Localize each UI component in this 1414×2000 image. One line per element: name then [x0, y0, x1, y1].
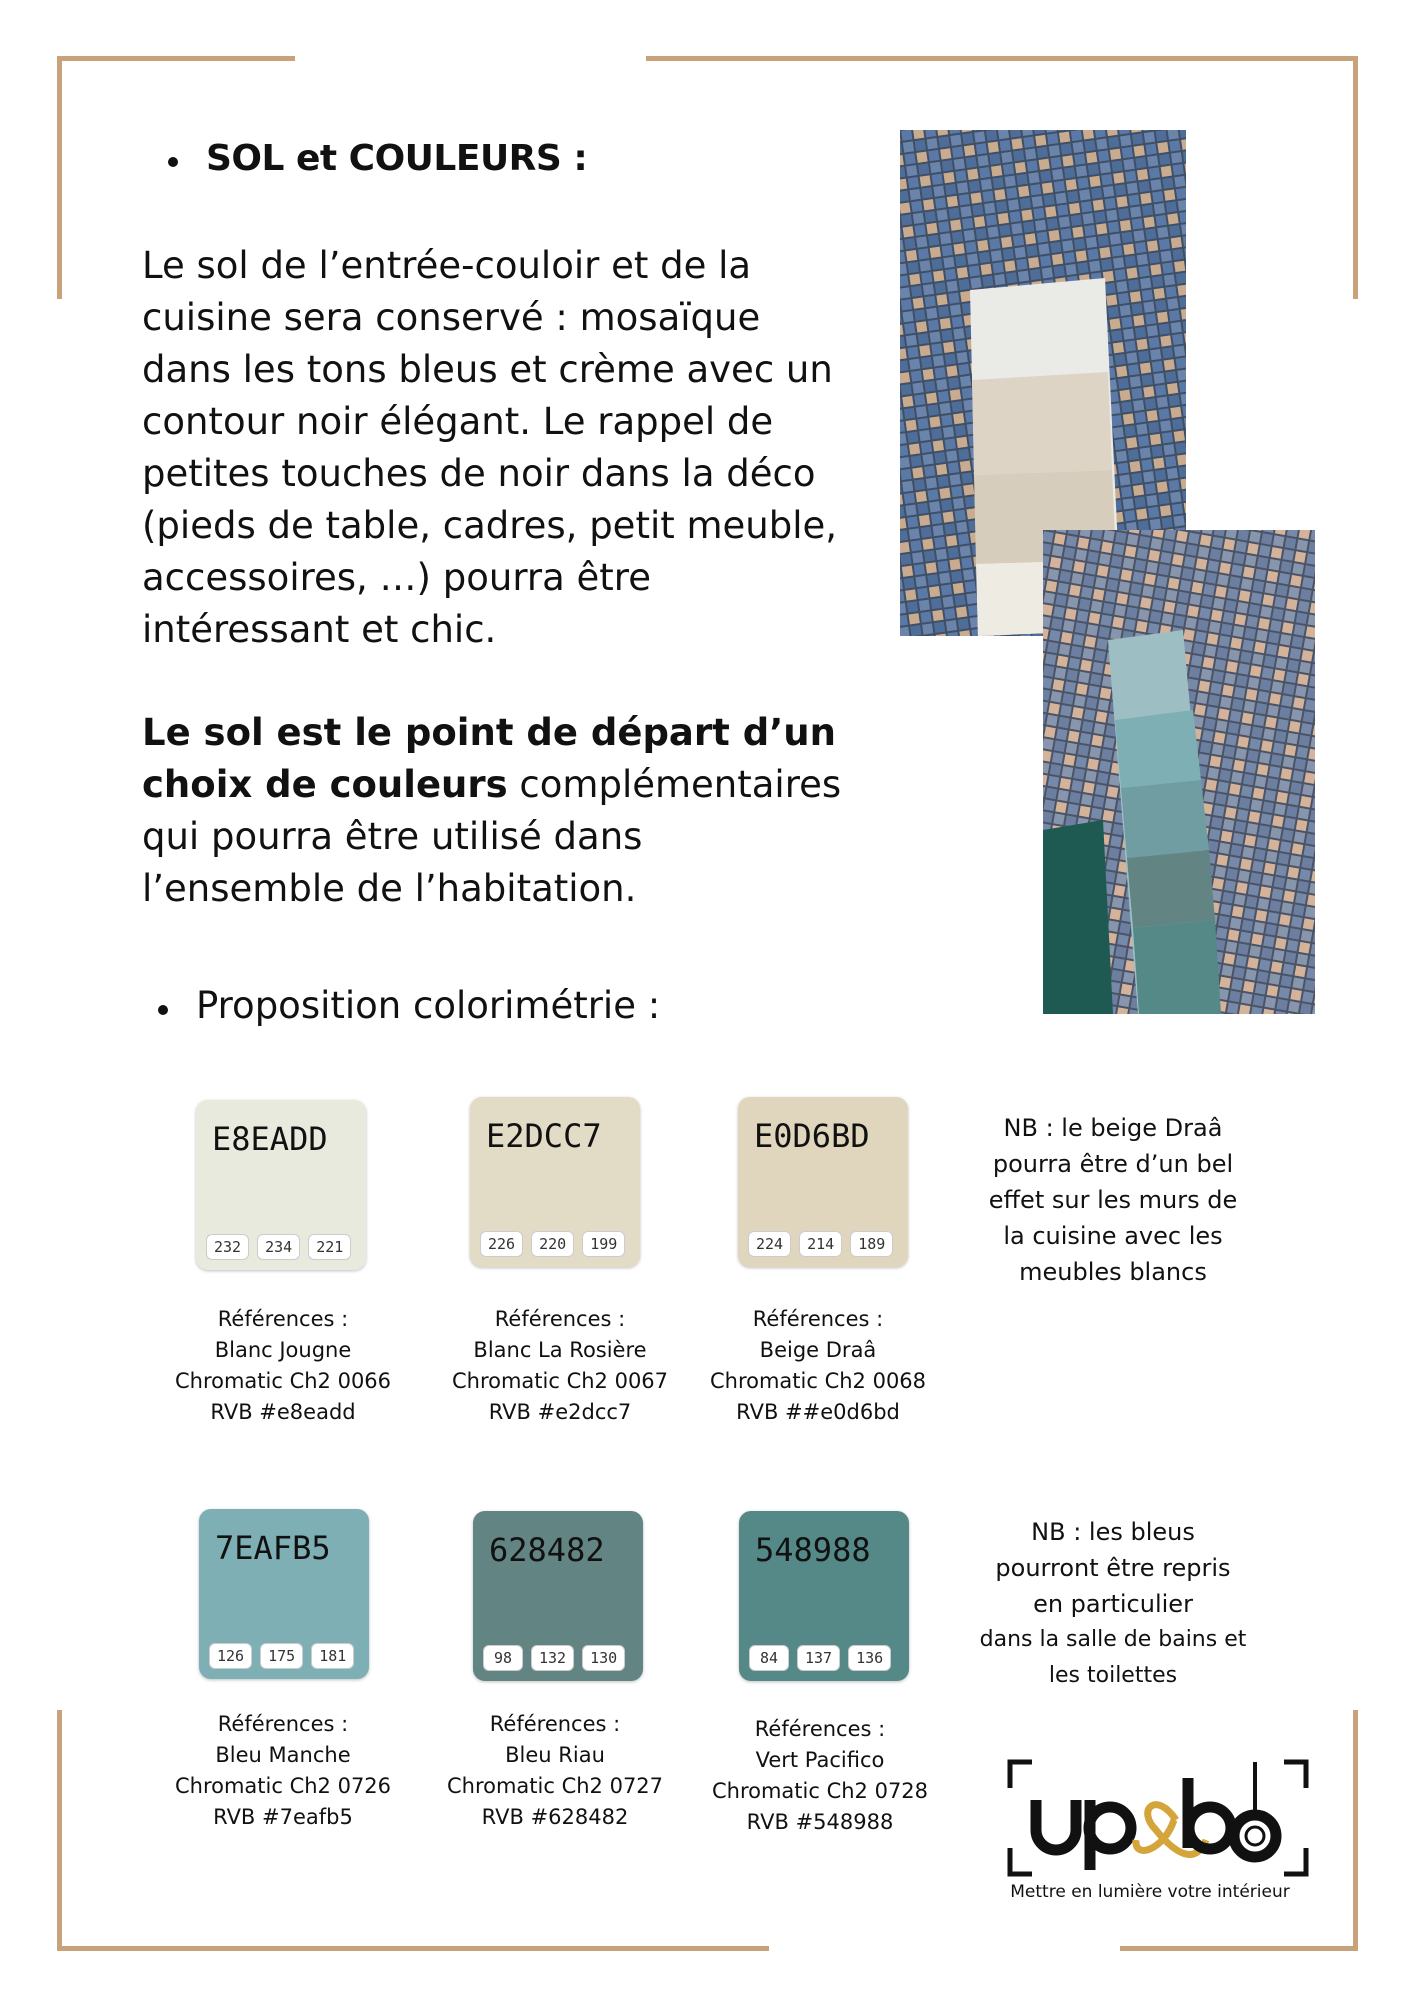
- bold-text: choix de couleurs: [142, 763, 508, 806]
- hex-code: 7EAFB5: [215, 1529, 331, 1567]
- note-line: les toilettes: [1048, 1663, 1178, 1688]
- ref-name: Blanc Jougne: [214, 1338, 352, 1362]
- text-span: complémentaires: [507, 763, 842, 806]
- ref-name: Vert Pacifico: [755, 1748, 885, 1772]
- note-beige: [948, 1110, 1278, 1290]
- rgb-red: 226: [480, 1231, 523, 1257]
- color-reference: [688, 1304, 948, 1428]
- ref-code: Chromatic Ch2 0068: [709, 1369, 927, 1393]
- frame-top-left: [57, 56, 295, 61]
- ref-label: Références :: [754, 1717, 886, 1741]
- color-reference: [153, 1304, 413, 1428]
- ref-rvb: RVB #548988: [746, 1810, 894, 1834]
- note-line: pourront être repris: [995, 1554, 1231, 1582]
- note-line: en particulier: [1033, 1590, 1193, 1618]
- hex-code: 628482: [489, 1531, 605, 1569]
- rgb-blue: 189: [850, 1231, 893, 1257]
- frame-bottom-left: [57, 1946, 769, 1951]
- rgb-red: 232: [206, 1234, 249, 1260]
- frame-top-right: [646, 56, 1358, 61]
- ref-name: Bleu Riau: [505, 1743, 605, 1767]
- text-line: contour noir élégant. Le rappel de: [142, 400, 774, 443]
- paragraph-floor: [142, 240, 882, 656]
- ref-label: Références :: [752, 1307, 884, 1331]
- rgb-blue: 221: [308, 1234, 351, 1260]
- note-line: pourra être d’un bel: [992, 1150, 1234, 1178]
- ref-code: Chromatic Ch2 0727: [446, 1774, 664, 1798]
- ref-rvb: RVB #e2dcc7: [488, 1400, 632, 1424]
- rgb-green: 220: [531, 1231, 574, 1257]
- text-line: accessoires, …) pourra être: [142, 556, 651, 599]
- note-line: effet sur les murs de: [988, 1186, 1238, 1214]
- color-swatch: [473, 1511, 643, 1681]
- proposition-title: Proposition colorimétrie :: [196, 984, 661, 1027]
- note-line: NB : le beige Draâ: [1003, 1114, 1223, 1142]
- ref-label: Références :: [494, 1307, 626, 1331]
- rgb-green: 234: [257, 1234, 300, 1260]
- note-line: dans la salle de bains et: [979, 1627, 1247, 1652]
- brand-tagline: Mettre en lumière votre intérieur: [1010, 1882, 1290, 1902]
- rgb-green: 175: [260, 1643, 303, 1669]
- rgb-blue: 199: [582, 1231, 625, 1257]
- frame-right-bottom: [1353, 1710, 1358, 1951]
- note-line: meubles blancs: [1019, 1258, 1207, 1286]
- text-line: qui pourra être utilisé dans: [142, 815, 643, 858]
- ref-rvb: RVB #e8eadd: [210, 1400, 356, 1424]
- color-reference: [425, 1709, 685, 1833]
- rgb-red: 98: [483, 1645, 523, 1671]
- note-line: NB : les bleus: [1031, 1518, 1195, 1546]
- color-reference: [153, 1709, 413, 1833]
- bullet-icon: [168, 157, 178, 167]
- ref-label: Références :: [489, 1712, 621, 1736]
- frame-left-top: [57, 56, 62, 299]
- hex-code: 548988: [755, 1531, 871, 1569]
- frame-right-top: [1353, 56, 1358, 299]
- hex-code: E8EADD: [212, 1120, 328, 1158]
- ref-code: Chromatic Ch2 0728: [711, 1779, 929, 1803]
- rgb-blue: 181: [311, 1643, 354, 1669]
- color-swatch: [199, 1509, 369, 1679]
- ref-name: Blanc La Rosière: [473, 1338, 647, 1362]
- rgb-green: 132: [531, 1645, 574, 1671]
- bold-text: Le sol est le point de départ d’un: [142, 711, 836, 754]
- rgb-red: 224: [748, 1231, 791, 1257]
- color-reference: [430, 1304, 690, 1428]
- text-line: l’ensemble de l’habitation.: [142, 867, 637, 910]
- bullet-icon: [158, 1005, 168, 1015]
- rgb-blue: 130: [582, 1645, 625, 1671]
- text-line: dans les tons bleus et crème avec un: [142, 348, 833, 391]
- rgb-green: 214: [799, 1231, 842, 1257]
- frame-left-bottom: [57, 1710, 62, 1951]
- ref-label: Références :: [217, 1307, 349, 1331]
- text-line: petites touches de noir dans la déco: [142, 452, 816, 495]
- text-line: intéressant et chic.: [142, 608, 497, 651]
- text-line: Le sol de l’entrée-couloir et de la: [142, 244, 752, 287]
- frame-bottom-right: [1120, 1946, 1358, 1951]
- ref-code: Chromatic Ch2 0726: [174, 1774, 392, 1798]
- text-line: cuisine sera conservé : mosaïque: [142, 296, 761, 339]
- ref-rvb: RVB #628482: [481, 1805, 629, 1829]
- ref-label: Références :: [217, 1712, 349, 1736]
- hex-code: E0D6BD: [754, 1117, 870, 1155]
- section-title: SOL et COULEURS :: [206, 138, 588, 179]
- rgb-red: 84: [749, 1645, 789, 1671]
- rgb-blue: 136: [848, 1645, 891, 1671]
- rgb-green: 137: [797, 1645, 840, 1671]
- color-swatch: [738, 1097, 908, 1267]
- note-blue: [948, 1514, 1278, 1694]
- floor-photo-blue: [1043, 530, 1315, 1014]
- rgb-red: 126: [209, 1643, 252, 1669]
- color-swatch: [196, 1100, 366, 1270]
- color-reference: [690, 1714, 950, 1838]
- color-swatch: [470, 1097, 640, 1267]
- hex-code: E2DCC7: [486, 1117, 602, 1155]
- paragraph-colors: [142, 707, 882, 915]
- ref-rvb: RVB #7eafb5: [213, 1805, 353, 1829]
- ref-rvb: RVB ##e0d6bd: [736, 1400, 900, 1424]
- ref-name: Bleu Manche: [215, 1743, 351, 1767]
- color-swatch: [739, 1511, 909, 1681]
- note-line: la cuisine avec les: [1003, 1222, 1223, 1250]
- text-line: (pieds de table, cadres, petit meuble,: [142, 504, 838, 547]
- ref-name: Beige Draâ: [759, 1338, 877, 1362]
- ref-code: Chromatic Ch2 0066: [174, 1369, 392, 1393]
- ref-code: Chromatic Ch2 0067: [451, 1369, 669, 1393]
